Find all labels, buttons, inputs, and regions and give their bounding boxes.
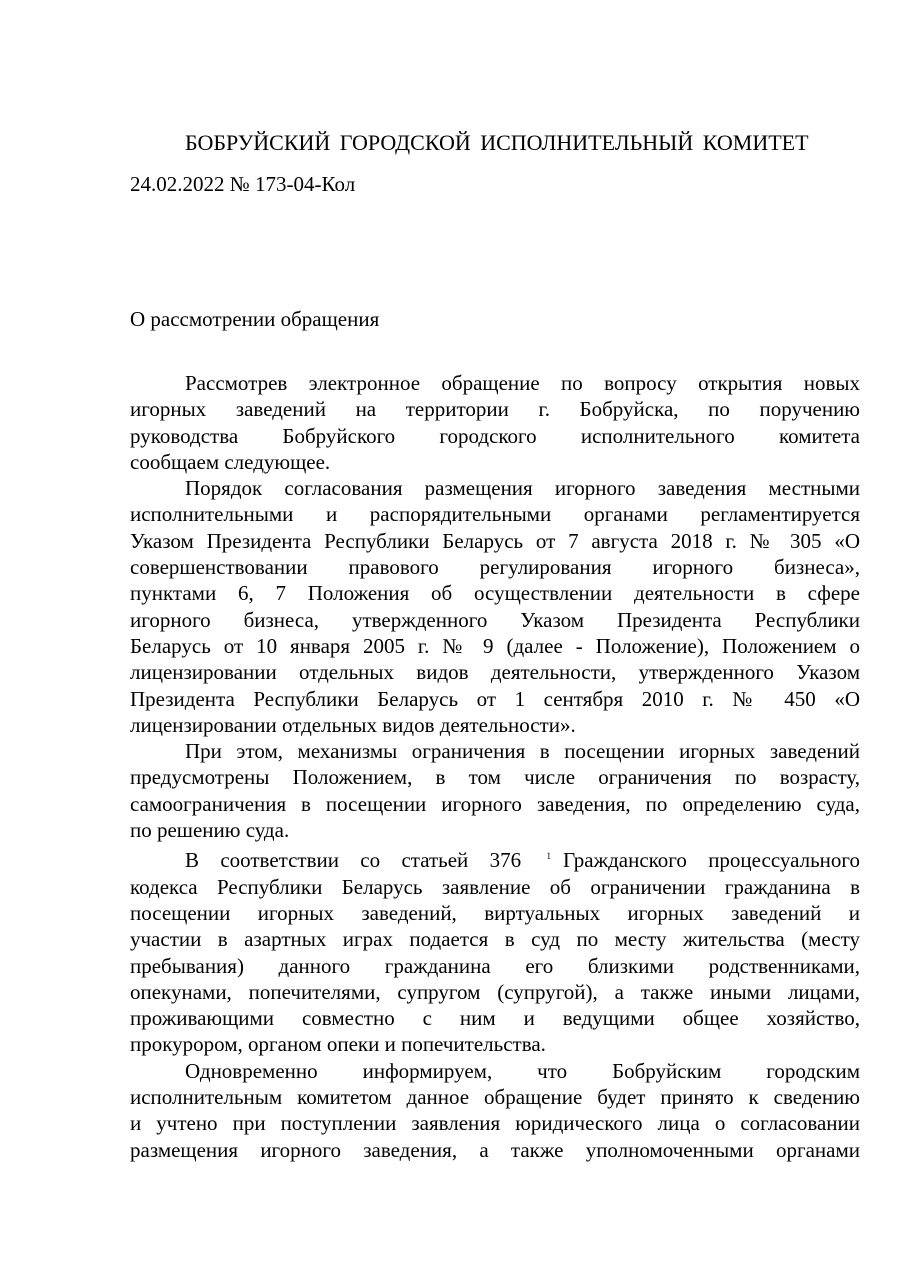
paragraph-line: Рассмотрев электронное обращение по вопросу открытия новых	[185, 371, 860, 395]
paragraph-line: лицензировании отдельных видов деятельности».	[130, 712, 576, 737]
article-reference: В соответствии со статьей 376	[185, 848, 522, 873]
paragraph-line: проживающими совместно с ним и ведущими общее хозяйство,	[130, 1006, 860, 1031]
paragraph-line: опекунами, попечителями, супругом (супругой), а также иными лицами,	[130, 979, 860, 1004]
document-date-number: 24.02.2022 № 173-04-Кол	[130, 172, 356, 196]
paragraph-line	[130, 843, 860, 873]
paragraph-line: сообщаем следующее.	[130, 449, 331, 474]
superscript: 1	[546, 851, 551, 862]
paragraph-line: и учтено при поступлении заявления юридического лица о согласовании	[130, 1111, 860, 1136]
paragraph-line: пунктами 6, 7 Положения об осуществлении деятельности в сфере	[130, 581, 860, 606]
paragraph-line: Порядок согласования размещения игорного заведения местными	[185, 476, 860, 501]
paragraph-line: Указом Президента Республики Беларусь от 7 августа 2018 г. № 305 «О	[130, 528, 860, 553]
paragraph-line: руководства Бобруйского городского исполнительного комитета	[130, 423, 860, 448]
paragraph-line: посещении игорных заведений, виртуальных игорных заведений и	[130, 900, 860, 925]
paragraph-line: по решению суда.	[130, 818, 290, 843]
paragraph-line: пребывания) данного гражданина его близкими родственниками,	[130, 953, 860, 978]
paragraph-line: лицензировании отдельных видов деятельности, утвержденного Указом	[130, 660, 860, 685]
document-subject: О рассмотрении обращения	[130, 307, 380, 331]
paragraph-line: самоограничения в посещении игорного заведения, по определению суда,	[130, 791, 860, 816]
paragraph-line: При этом, механизмы ограничения в посещении игорных заведений	[185, 739, 860, 764]
paragraph-line: Президента Республики Беларусь от 1 сентября 2010 г. № 450 «О	[130, 686, 860, 711]
paragraph-line: размещения игорного заведения, а также уполномоченными органами	[130, 1137, 860, 1162]
paragraph-line: Беларусь от 10 января 2005 г. № 9 (далее - Положение), Положением о	[130, 633, 860, 658]
paragraph-line: игорного бизнеса, утвержденного Указом Президента Республики	[130, 607, 860, 632]
paragraph-line: исполнительным комитетом данное обращение будет принято к сведению	[130, 1085, 860, 1110]
document-body	[130, 370, 860, 1163]
paragraph-line: исполнительными и распорядительными органами регламентируется	[130, 502, 860, 527]
paragraph-line: Одновременно информируем, что Бобруйским городским	[185, 1058, 860, 1083]
paragraph-line: прокурором, органом опеки и попечительства.	[130, 1032, 546, 1057]
paragraph-line: участии в азартных играх подается в суд по месту жительства (месту	[130, 927, 860, 952]
organization-title: БОБРУЙСКИЙ ГОРОДСКОЙ ИСПОЛНИТЕЛЬНЫЙ КОМИТЕТ	[185, 130, 809, 155]
paragraph-line: кодекса Республики Беларусь заявление об ограничении гражданина в	[130, 874, 860, 899]
paragraph-line: совершенствовании правового регулирования игорного бизнеса»,	[130, 555, 860, 580]
paragraph-line: предусмотрены Положением, в том числе ограничения по возрасту,	[130, 765, 860, 790]
article-continuation: Гражданского процессуального	[562, 848, 860, 873]
paragraph-line: игорных заведений на территории г. Бобруйска, по поручению	[130, 397, 860, 422]
